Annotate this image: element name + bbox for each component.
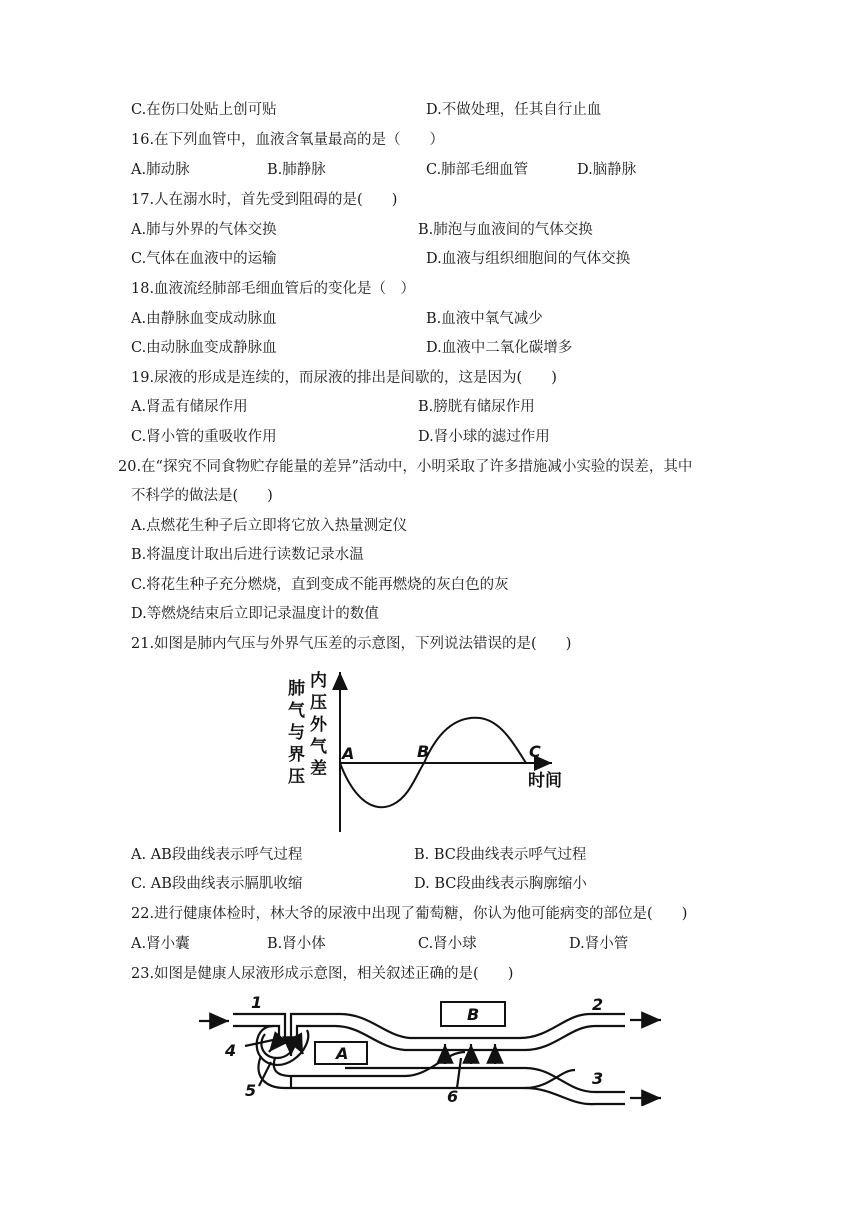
label-2: 2 xyxy=(592,996,604,1014)
box-a-label: A xyxy=(336,1044,349,1063)
label-4: 4 xyxy=(225,1041,237,1060)
q22-stem: 22.进行健康体检时，林大爷的尿液中出现了葡萄糖，你认为他可能病变的部位是( ) xyxy=(131,906,688,922)
q19-option-c: C.肾小管的重吸收作用 xyxy=(131,429,277,445)
ylabel-char-2: 气 xyxy=(288,701,305,721)
ylabel-char-8: 压 xyxy=(288,767,305,787)
q16-option-c: C.肺部毛细血管 xyxy=(426,162,529,178)
ylabel-char-3: 压 xyxy=(310,693,327,713)
ylabel-char-1: 内 xyxy=(310,671,327,691)
q23-nephron-diagram xyxy=(195,996,675,1106)
ylabel-char-6: 界 xyxy=(288,745,305,765)
q17-option-c: C.气体在血液中的运输 xyxy=(131,251,277,267)
q21-stem: 21.如图是肺内气压与外界气压差的示意图，下列说法错误的是( ) xyxy=(131,636,572,652)
ylabel-char-9: 差 xyxy=(310,759,327,779)
q16-option-b: B.肺静脉 xyxy=(267,162,326,178)
point-b-label: B xyxy=(417,742,430,761)
q21-option-c: C. AB段曲线表示膈肌收缩 xyxy=(131,876,303,892)
q22-option-d: D.肾小管 xyxy=(569,936,629,952)
point-a-label: A xyxy=(342,744,355,763)
box-b-label: B xyxy=(467,1005,480,1024)
q16-option-a: A.肺动脉 xyxy=(131,162,190,178)
q18-option-b: B.血液中氧气减少 xyxy=(426,311,543,327)
q17-option-a: A.肺与外界的气体交换 xyxy=(131,222,277,238)
label-5: 5 xyxy=(245,1081,257,1100)
q15-option-d: D.不做处理，任其自行止血 xyxy=(426,102,602,118)
q20-option-d: D.等燃烧结束后立即记录温度计的数值 xyxy=(131,606,379,622)
q18-option-a: A.由静脉血变成动脉血 xyxy=(131,311,277,327)
q16-stem: 16.在下列血管中，血液含氧量最高的是（ ） xyxy=(131,132,445,148)
q18-option-c: C.由动脉血变成静脉血 xyxy=(131,340,277,356)
q17-option-d: D.血液与组织细胞间的气体交换 xyxy=(426,251,631,267)
q17-stem: 17.人在溺水时，首先受到阻碍的是( ) xyxy=(131,192,398,208)
q20-stem-line1: 20.在“探究不同食物贮存能量的差异”活动中，小明采取了许多措施减小实验的误差，其中 xyxy=(118,459,693,475)
point-c-label: C xyxy=(529,742,541,761)
label-6: 6 xyxy=(447,1087,459,1106)
q20-option-b: B.将温度计取出后进行读数记录水温 xyxy=(131,547,364,563)
label-3: 3 xyxy=(592,1069,604,1088)
q19-stem: 19.尿液的形成是连续的，而尿液的排出是间歇的，这是因为( ) xyxy=(131,370,557,386)
q19-option-b: B.膀胱有储尿作用 xyxy=(418,399,535,415)
q19-option-d: D.肾小球的滤过作用 xyxy=(418,429,550,445)
q20-option-c: C.将花生种子充分燃烧，直到变成不能再燃烧的灰白色的灰 xyxy=(131,577,509,593)
q22-option-c: C.肾小球 xyxy=(418,936,477,952)
q19-option-a: A.肾盂有储尿作用 xyxy=(131,399,248,415)
q18-option-d: D.血液中二氧化碳增多 xyxy=(426,340,573,356)
q21-option-a: A. AB段曲线表示呼气过程 xyxy=(131,847,303,863)
q20-stem-line2: 不科学的做法是( ) xyxy=(131,488,273,504)
ylabel-char-7: 气 xyxy=(310,737,327,757)
q21-pressure-graph xyxy=(280,666,580,834)
ylabel-char-0: 肺 xyxy=(288,679,305,699)
q21-option-d: D. BC段曲线表示胸廓缩小 xyxy=(414,876,587,892)
q16-option-d: D.脑静脉 xyxy=(577,162,637,178)
q23-stem: 23.如图是健康人尿液形成示意图，相关叙述正确的是( ) xyxy=(131,966,514,982)
q22-option-b: B.肾小体 xyxy=(267,936,326,952)
q17-option-b: B.肺泡与血液间的气体交换 xyxy=(418,222,593,238)
q18-stem: 18.血液流经肺部毛细血管后的变化是（ ） xyxy=(131,281,416,297)
ylabel-char-4: 与 xyxy=(288,723,305,743)
q21-option-b: B. BC段曲线表示呼气过程 xyxy=(414,847,587,863)
ylabel-char-5: 外 xyxy=(310,715,327,735)
q20-option-a: A.点燃花生种子后立即将它放入热量测定仪 xyxy=(131,518,408,534)
label-1: 1 xyxy=(251,996,263,1012)
xlabel: 时间 xyxy=(528,771,562,791)
q22-option-a: A.肾小囊 xyxy=(131,936,190,952)
q15-option-c: C.在伤口处贴上创可贴 xyxy=(131,102,277,118)
